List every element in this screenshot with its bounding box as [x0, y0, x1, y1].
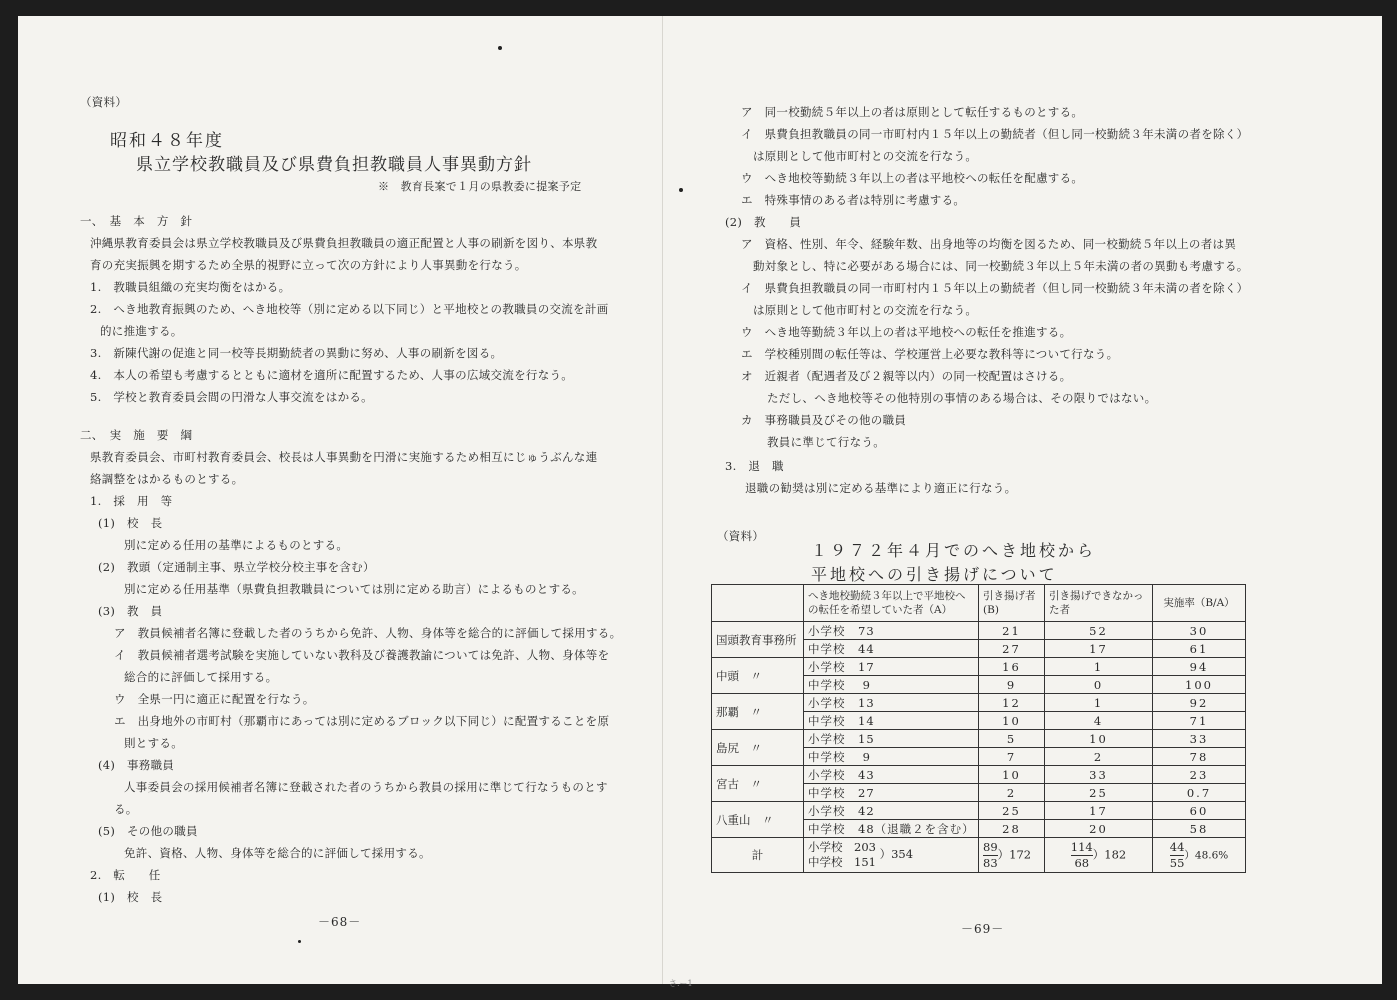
rate-cell: 30 [1153, 622, 1246, 640]
table-row [712, 766, 1246, 784]
body-line: る。 [114, 802, 138, 816]
total-c-bottom: 68 [1074, 855, 1090, 870]
list-item: エ 出身地外の市町村（那覇市にあっては別に定めるブロック以下同じ）に配置することを原 [114, 714, 610, 728]
withdrawal-table [711, 584, 1246, 873]
subheading: 3. 退 職 [725, 459, 784, 473]
c-cell: 52 [1045, 622, 1153, 640]
left-tag: （資料） [80, 95, 128, 109]
total-rate [1153, 838, 1246, 873]
table-row [712, 622, 1246, 640]
table-title-line-2: 平地校への引き揚げについて [811, 565, 1058, 584]
body-line: 別に定める任用の基準によるものとする。 [124, 538, 349, 552]
school-cell: 中学校 9 [804, 676, 979, 694]
list-item: イ 県費負担教職員の同一市町村内１５年以上の勤続者（但し同一校勤続３年未満の者を除く） [741, 281, 1249, 295]
list-item: オ 近親者（配遇者及び２親等以内）の同一校配置はさける。 [741, 369, 1072, 383]
total-school-1: 小学校 203 [808, 840, 876, 854]
school-cell: 小学校 42 [804, 802, 979, 820]
c-cell: 17 [1045, 640, 1153, 658]
rate-cell: 92 [1153, 694, 1246, 712]
subheading: (4) 事務職員 [98, 758, 175, 772]
school-cell: 中学校 44 [804, 640, 979, 658]
total-b [979, 838, 1045, 873]
subheading: (2) 教頭（定通制主事、県立学校分校主事を含む） [98, 560, 375, 574]
body-line: 退職の勧奨は別に定める基準により適正に行なう。 [745, 481, 1017, 495]
header-rate-label: 実施率（B/A） [1163, 597, 1235, 609]
total-c-top: 114 [1070, 839, 1093, 854]
right-tag: （資料） [717, 529, 765, 543]
b-cell: 10 [979, 712, 1045, 730]
list-item: 3. 新陳代謝の促進と同一校等長期勤続者の異動に努め、人事の刷新を図る。 [90, 346, 503, 360]
subheading: (1) 校 長 [98, 890, 163, 904]
body-line: 沖縄県教育委員会は県立学校教職員及び県費負担教職員の適正配置と人事の刷新を図り、本県教 [90, 236, 598, 250]
b-cell: 27 [979, 640, 1045, 658]
body-line: 免許、資格、人物、身体等を総合的に評価して採用する。 [124, 846, 431, 860]
rate-cell: 60 [1153, 802, 1246, 820]
body-line: 教員に準じて行なう。 [767, 435, 885, 449]
subheading: 2. 転 任 [90, 868, 161, 882]
page-number-right: －69－ [961, 922, 1005, 936]
school-cell: 中学校 9 [804, 748, 979, 766]
total-rate-stack [1170, 840, 1185, 871]
list-item: カ 事務職員及びその他の職員 [741, 413, 907, 427]
title-main: 県立学校教職員及び県費負担教職員人事異動方針 [136, 155, 532, 175]
header-c: 引き揚げできなかった者 [1045, 585, 1153, 622]
list-item: ウ へき地等勤続３年以上の者は平地校への転任を推進する。 [741, 325, 1072, 339]
total-rate-sum: ）48.6% [1184, 849, 1229, 861]
c-cell: 33 [1045, 766, 1153, 784]
body-line: 動対象とし、特に必要がある場合には、同一校勤続３年以上５年未満の者の異動も考慮する。 [753, 259, 1249, 273]
school-cell: 小学校 43 [804, 766, 979, 784]
subheading: (1) 校 長 [98, 516, 163, 530]
rate-cell: 58 [1153, 820, 1246, 838]
subheading: (2) 教 員 [725, 215, 802, 229]
c-cell: 0 [1045, 676, 1153, 694]
c-cell: 17 [1045, 802, 1153, 820]
list-item: ア 資格、性別、年令、経験年数、出身地等の均衡を図るため、同一校勤続５年以上の者は異 [741, 237, 1237, 251]
subheading: (3) 教 員 [98, 604, 163, 618]
list-item: エ 学校種別間の転任等は、学校運営上必要な教科等について行なう。 [741, 347, 1119, 361]
b-cell: 9 [979, 676, 1045, 694]
list-item: エ 特殊事情のある者は特別に考慮する。 [741, 193, 966, 207]
rate-cell: 61 [1153, 640, 1246, 658]
body-line: 総合的に評価して採用する。 [124, 670, 278, 684]
table-row [712, 694, 1246, 712]
b-cell: 10 [979, 766, 1045, 784]
c-cell: 20 [1045, 820, 1153, 838]
school-cell: 中学校 14 [804, 712, 979, 730]
list-item: 5. 学校と教育委員会間の円滑な人事交流をはかる。 [90, 390, 373, 404]
region-cell: 中頭 〃 [712, 658, 804, 694]
rate-cell: 100 [1153, 676, 1246, 694]
total-label: 計 [712, 838, 804, 873]
total-rate-bottom: 55 [1169, 855, 1185, 870]
subheading: 1. 採 用 等 [90, 494, 173, 508]
list-item: ウ へき地校等勤続３年以上の者は平地校への転任を配慮する。 [741, 171, 1084, 185]
total-b-stack [983, 840, 998, 871]
c-cell: 4 [1045, 712, 1153, 730]
b-cell: 2 [979, 784, 1045, 802]
subheading: (5) その他の職員 [98, 824, 198, 838]
region-cell: 国頭教育事務所 [712, 622, 804, 658]
school-cell: 小学校 17 [804, 658, 979, 676]
school-cell: 小学校 13 [804, 694, 979, 712]
total-b-top: 89 [983, 839, 998, 854]
c-cell: 10 [1045, 730, 1153, 748]
total-c-sum: ）182 [1092, 847, 1127, 861]
header-region [712, 585, 804, 622]
body-line: 的に推進する。 [100, 324, 183, 338]
body-line: 別に定める任用基準（県費負担教職員については別に定める助言）によるものとする。 [124, 582, 584, 596]
title-note: ※ 教育長案で１月の県教委に提案予定 [378, 180, 582, 193]
list-item: イ 県費負担教職員の同一市町村内１５年以上の勤続者（但し同一校勤続３年未満の者を除く） [741, 127, 1249, 141]
total-a-stack [808, 840, 876, 870]
list-item: ア 同一校勤続５年以上の者は原則として転任するものとする。 [741, 105, 1084, 119]
school-cell: 小学校 73 [804, 622, 979, 640]
table-total-row [712, 838, 1246, 873]
rate-cell: 78 [1153, 748, 1246, 766]
b-cell: 28 [979, 820, 1045, 838]
title-year: 昭和４８年度 [110, 131, 224, 151]
total-rate-top: 44 [1169, 839, 1185, 854]
total-c [1045, 838, 1153, 873]
region-cell: 八重山 〃 [712, 802, 804, 838]
b-cell: 21 [979, 622, 1045, 640]
stray-mark: さ.ー1 [669, 979, 693, 988]
page-number-left: －68－ [318, 915, 362, 929]
ink-speck [498, 46, 502, 50]
total-a [804, 838, 979, 873]
rate-cell: 0.7 [1153, 784, 1246, 802]
table-row [712, 802, 1246, 820]
b-cell: 25 [979, 802, 1045, 820]
rate-cell: 33 [1153, 730, 1246, 748]
c-cell: 2 [1045, 748, 1153, 766]
rate-cell: 94 [1153, 658, 1246, 676]
ink-speck [679, 188, 683, 192]
body-line: 則とする。 [124, 736, 183, 750]
body-line: は原則として他市町村との交流を行なう。 [753, 149, 978, 163]
rate-cell: 23 [1153, 766, 1246, 784]
c-cell: 1 [1045, 694, 1153, 712]
rate-cell: 71 [1153, 712, 1246, 730]
body-line: 育の充実振興を期するため全県的視野に立って次の方針により人事異動を行なう。 [90, 258, 527, 272]
school-cell: 中学校 48（退職２を含む） [804, 820, 979, 838]
school-cell: 中学校 27 [804, 784, 979, 802]
body-line: 人事委員会の採用候補者名簿に登載された者のうちから教員の採用に準じて行なうものとす [124, 780, 608, 794]
body-line: 県教育委員会、市町村教育委員会、校長は人事異動を円滑に実施するため相互にじゅうぶんな連 [90, 450, 598, 464]
total-c-stack [1071, 840, 1093, 871]
b-cell: 7 [979, 748, 1045, 766]
list-item: 4. 本人の希望も考慮するとともに適材を適所に配置するため、人事の広域交流を行なう。 [90, 368, 574, 382]
list-item: 2. へき地教育振興のため、へき地校等（別に定める以下同じ）と平地校との教職員の交流を計画 [90, 302, 609, 316]
body-line: 絡調整をはかるものとする。 [90, 472, 244, 486]
table-title-line-1: １９７２年４月でのへき地校から [811, 541, 1097, 560]
b-cell: 16 [979, 658, 1045, 676]
list-item: ウ 全県一円に適正に配置を行なう。 [114, 692, 315, 706]
header-a: へき地校勤続３年以上で平地校への転任を希望していた者（A） [804, 585, 979, 622]
header-b: 引き揚げ者(B) [979, 585, 1045, 622]
region-cell: 島尻 〃 [712, 730, 804, 766]
left-page [18, 16, 662, 984]
school-cell: 小学校 15 [804, 730, 979, 748]
body-line: は原則として他市町村との交流を行なう。 [753, 303, 978, 317]
table-row [712, 658, 1246, 676]
list-item: イ 教員候補者選考試験を実施していない教科及び養護教諭については免許、人物、身体等を [114, 648, 610, 662]
region-cell: 那覇 〃 [712, 694, 804, 730]
table-row [712, 730, 1246, 748]
total-b-sum: ）172 [997, 847, 1032, 861]
body-line: ただし、へき地校等その他特別の事情のある場合は、その限りではない。 [767, 391, 1157, 405]
table-header-row [712, 585, 1246, 622]
list-item: 1. 教職員組織の充実均衡をはかる。 [90, 280, 291, 294]
list-item: ア 教員候補者名簿に登載した者のうちから免許、人物、身体等を総合的に評価して採用する。 [114, 626, 622, 640]
header-rate [1153, 585, 1246, 622]
section-heading: 二、 実 施 要 綱 [80, 428, 193, 442]
b-cell: 5 [979, 730, 1045, 748]
total-school-2: 中学校 151 [808, 855, 876, 869]
c-cell: 25 [1045, 784, 1153, 802]
section-heading: 一、 基 本 方 針 [80, 214, 193, 228]
region-cell: 宮古 〃 [712, 766, 804, 802]
c-cell: 1 [1045, 658, 1153, 676]
total-b-bottom: 83 [983, 855, 998, 870]
b-cell: 12 [979, 694, 1045, 712]
table-body [712, 622, 1246, 838]
ink-speck [298, 940, 301, 943]
total-a-sum: ）354 [879, 847, 914, 861]
